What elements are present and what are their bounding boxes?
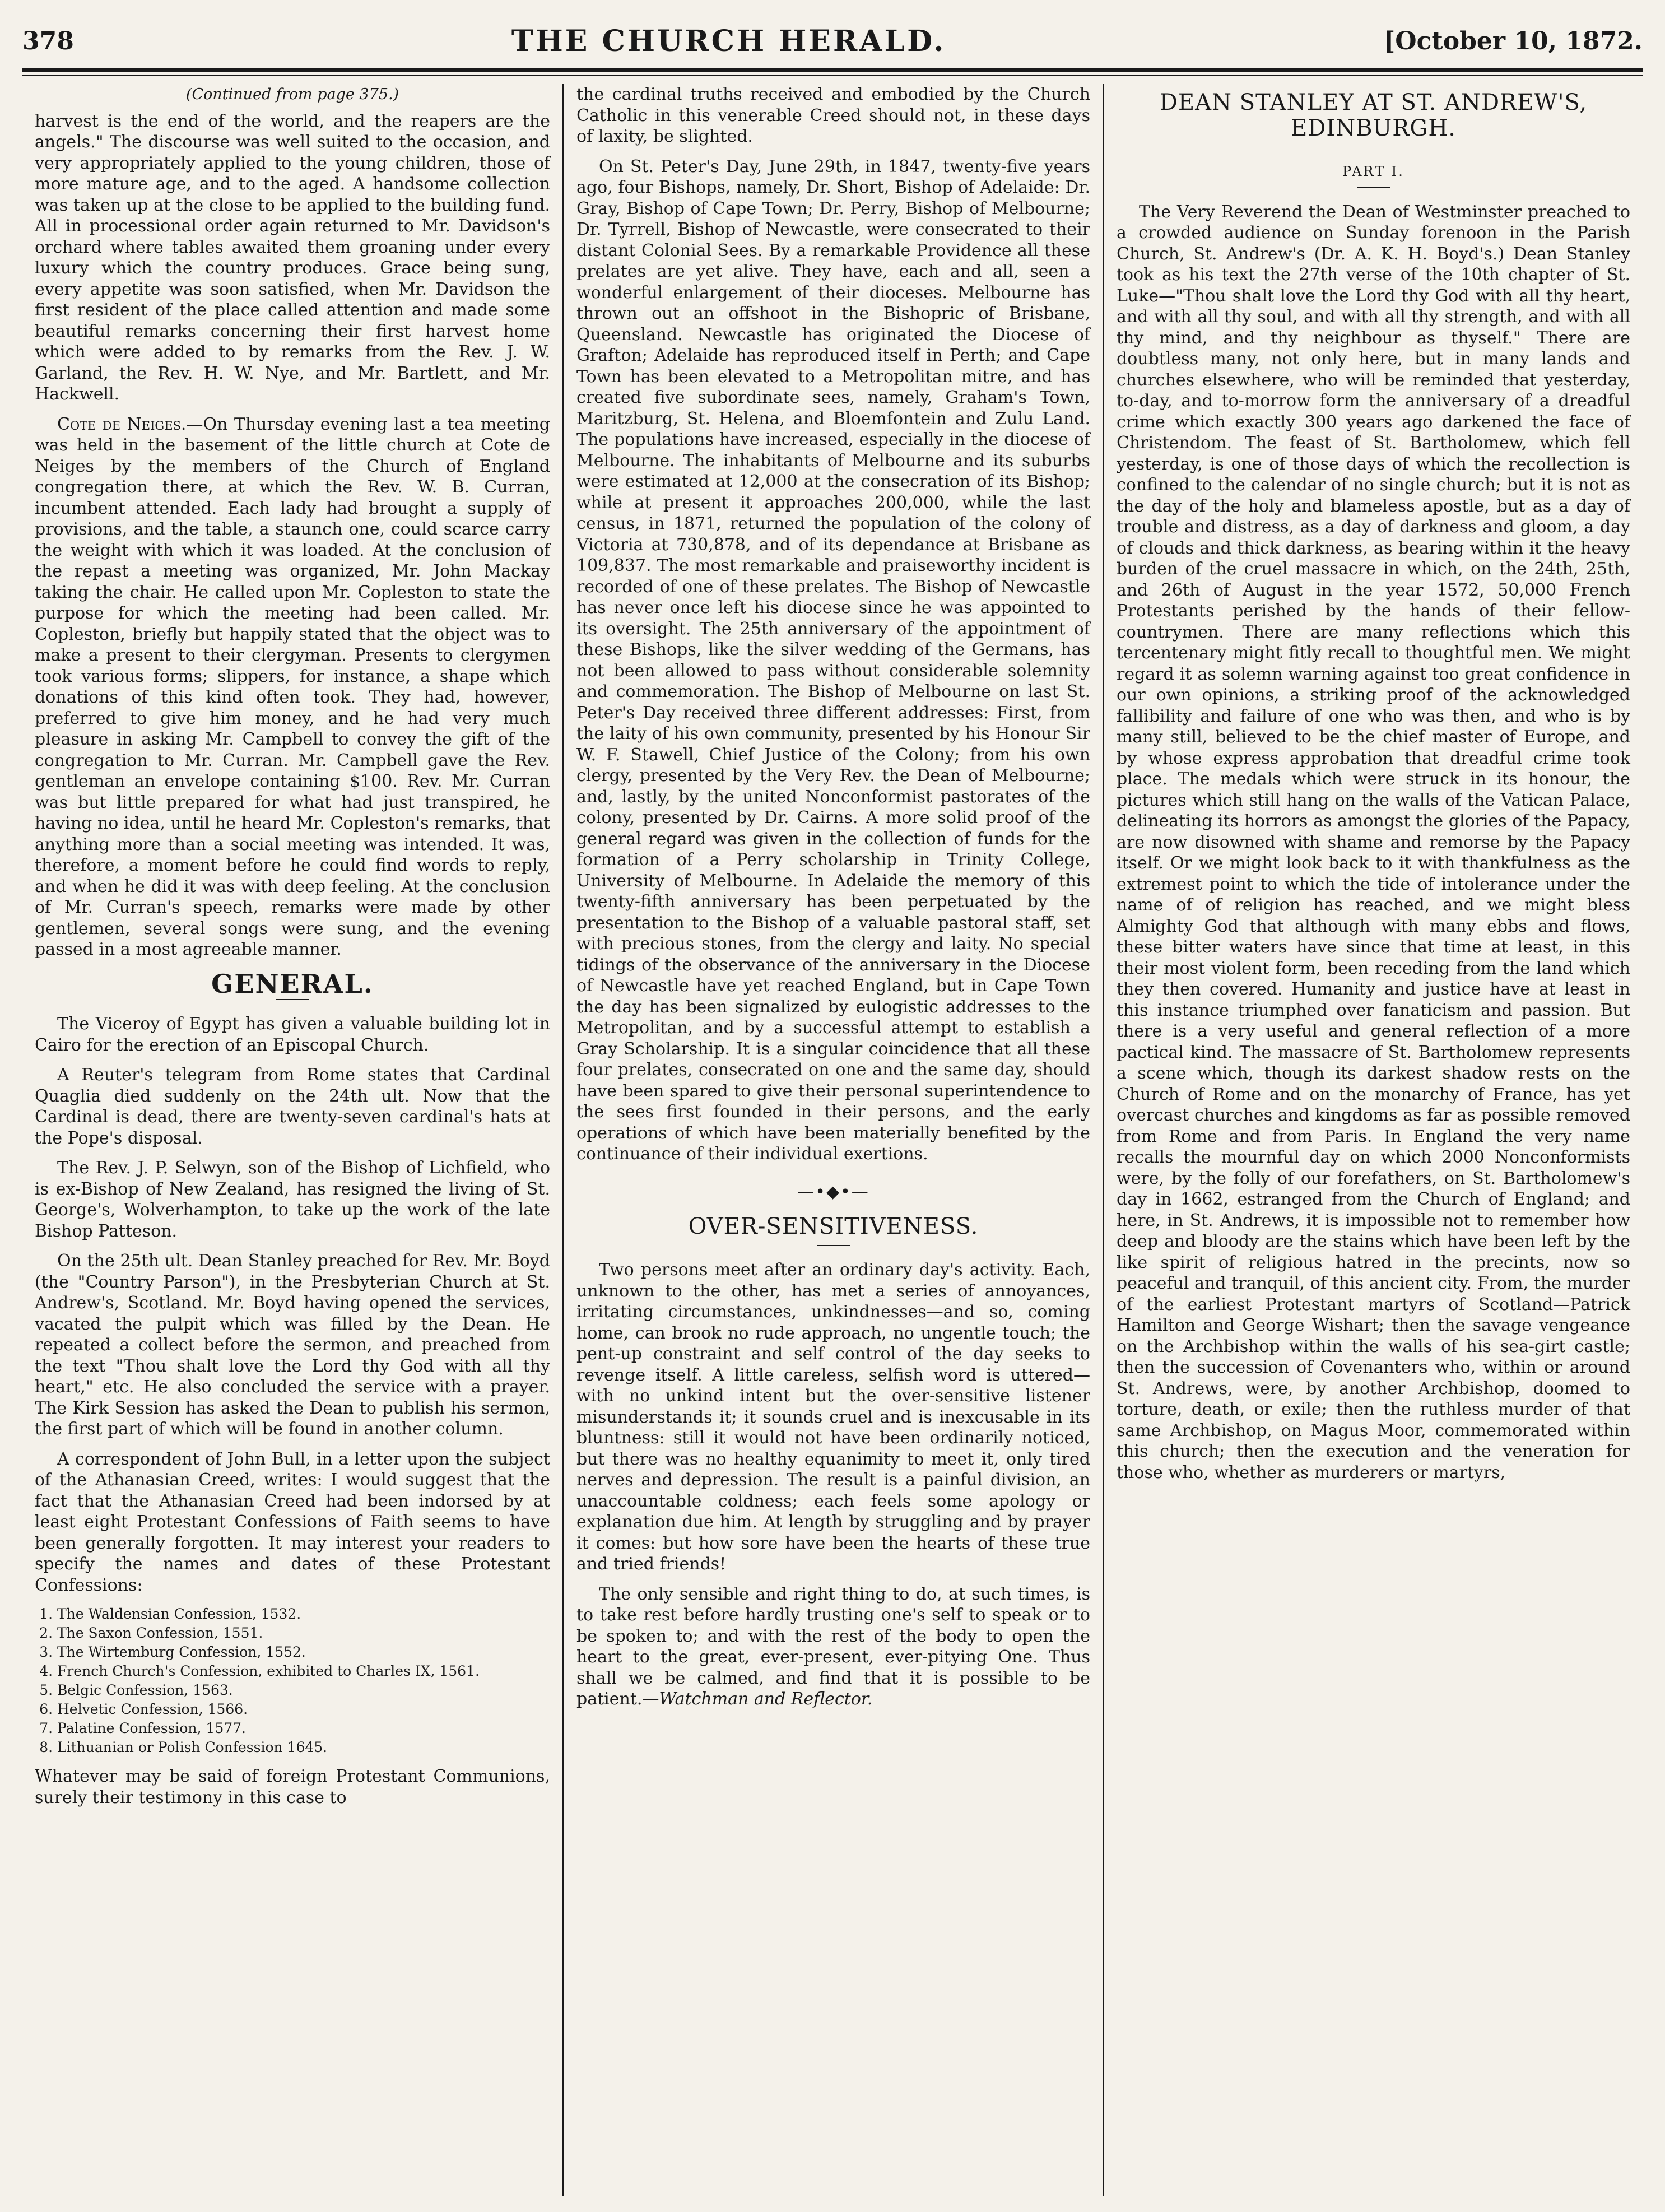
- confession-item: 1. The Waldensian Confession, 1532.: [57, 1605, 550, 1624]
- continued-note: (Continued from page 375.): [185, 86, 399, 103]
- confession-item: 7. Palatine Confession, 1577.: [57, 1719, 550, 1738]
- over-sensitiveness-p2-body: The only sensible and right thing to do, at such times, is to take rest before hardly trusting one's self to speak or to be spoken to; and with the rest of the body to open the heart to the great, ever-present, ever-pitying One. Thus shall we be calmed, and find that it is possible to be patient.: [576, 1584, 1090, 1709]
- general-heading: GENERAL.: [211, 968, 374, 999]
- dean-stanley-body: The Very Reverend the Dean of Westminster preached to a crowded audience on Sunday forenoon in the Parish Church, St. Andrew's (Dr. A. K. H. Boyd's.) Dean Stanley took as his text the 27th verse of the 10th chapter of St. Luke—"Thou shalt love the Lord thy God with all thy heart, and with all thy soul, and with all thy strength, and with all thy mind, and thy neighbour as thyself." There are doubtless many, not only here, but in many lands and churches elsewhere, who will be reminded that yesterday, to-day, and to-morrow form the anniversary of a dreadful crime which exactly 300 years ago darkened the face of Christendom. The feast of St. Bartholomew, which fell yesterday, is one of those days of which the recollection is confined to the calendar of no single church; but it is not as the day of the holy and blameless apostle, but as a day of trouble and distress, as a day of darkness and gloom, a day of clouds and thick darkness, as bearing within it the heavy burden of the cruel massacre in which, on the 24th, 25th, and 26th of August in the year 1572, 50,000 French Protestants perished by the hands of their fellow-countrymen. There are many reflections which this tercentenary might fitly recall to thoughtful men. We might regard it as solemn warning against too great confidence in our own opinions, a striking proof of the acknowledged fallibility and failure of one who was then, and who is by many still, believed to be the chief master of Europe, and by whose express approbation that dreadful crime took place. The medals which were struck in its honour, the pictures which still hang on the walls of the Vatican Palace, delineating its horrors as amongst the glories of the Papacy, are now disowned with shame and remorse by the Papacy itself. Or we might look back to it with thankfulness as the extremest point to which the tide of intolerance under the name of of religion has reached, and we might bless Almighty God that although with many ebbs and flows, these bitter waters have since that time at least, in this their most violent form, been receding from the land which they then covered. Humanity and justice have at least in this instance triumphed over fanaticism and passion. But there is a very useful and general reflection of a more pactical kind. The massacre of St. Bartholomew represents a scene which, though its darkest shadow rests on the Church of Rome and on the monarchy of France, has yet overcast churches and kingdoms as far as possible removed from Rome and from Paris. In England the very name recalls the mournful day on which 2000 Nonconformists were, by the folly of our forefathers, on St. Bartholomew's day in 1662, estranged from the Church of England; and here, in St. Andrews, it is impossible not to remember how deep and bloody are the stains which have been left by the like spirit of religious hatred in the precints, now so peaceful and tranquil, of this ancient city. From, the murder of the earliest Protestant martyrs of Scotland—Patrick Hamilton and George Wishart; then the savage vengeance on the Archbishop within the walls of his sea-girt castle; then the succession of Covenanters who, within or around St. Andrews, were, by another Archbishop, doomed to torture, death, or exile; then the ruthless murder of that same Archbishop, on Magus Moor, commemorated within this church; then the execution and the veneration for those who, whether as murderers or martyrs,: [1117, 202, 1630, 1483]
- column-2: [562, 84, 1103, 2196]
- over-sensitiveness-p1: Two persons meet after an ordinary day's activity. Each, unknown to the other, has met a series of annoyances, irritating circumstances, unkindnesses—and so, coming home, can brook no rude approach, no ungentle touch; the pent-up constraint and self control of the day seeks to revenge itself. A little careless, selfish word is uttered—with no unkind intent but the over-sensitive listener misunderstands it; it sounds cruel and is inexcusable in its bluntness: still it would not have been ordinarily noticed, but there was no healthy equanimity to meet it, only tired nerves and depression. The result is a painful division, an unaccountable coldness; each feels some apology or explanation due him. At length by struggling and by prayer it comes: but how sore have been the hearts of these true and tried friends!: [576, 1260, 1090, 1574]
- page-number: 378: [22, 26, 74, 55]
- ornamental-divider: —•◆•—: [797, 1182, 869, 1202]
- column-1: [22, 84, 562, 2196]
- masthead-title: THE CHURCH HERALD.: [511, 24, 946, 58]
- bishops-paragraph: On St. Peter's Day, June 29th, in 1847, twenty-five years ago, four Bishops, namely, Dr. Short, Bishop of Adelaide: Dr. Gray, Bishop of Cape Town; Dr. Perry, Bishop of Melbourne; Dr. Tyrrell, Bishop of Newcastle, were consecrated to their distant Colonial Sees. By a remarkable Providence all these prelates are yet alive. They have, each and all, seen a wonderful enlargement of their dioceses. Melbourne has thrown out an offshoot in the Bishopric of Brisbane, Queensland. Newcastle has originated the Diocese of Grafton; Adelaide has reproduced itself in Perth; and Cape Town has been elevated to a Metropolitan mitre, and has created five subordinate sees, namely, Graham's Town, Maritzburg, St. Helena, and Bloemfontein and Zulu Land. The populations have increased, especially in the diocese of Melbourne. The inhabitants of Melbourne and its suburbs were estimated at 12,000 at the consecration of its Bishop; while at present it approaches 200,000, while the last census, in 1871, returned the population of the colony of Victoria at 730,878, and of its dependance at Brisbane as 109,837. The most remarkable and praiseworthy incident is recorded of one of these prelates. The Bishop of Newcastle has never once left his diocese since he was appointed to its oversight. The 25th anniversary of the appointment of these Bishops, like the silver wedding of the Germans, has not been allowed to pass without considerable solemnity and commemoration. The Bishop of Melbourne on last St. Peter's Day received three different addresses: First, from the laity of his own community, presented by his Honour Sir W. F. Stawell, Chief Justice of the Colony; from his own clergy, presented by the Very Rev. the Dean of Melbourne; and, lastly, by the united Nonconformist pastorates of the colony, presented by Dr. Cairns. A more solid proof of the general regard was given in the collection of funds for the formation of a Perry scholarship in Trinity College, University of Melbourne. In Adelaide the memory of this twenty-fifth anniversary has been perpetuated by the presentation to the Bishop of a valuable pastoral staff, set with precious stones, from the clergy and laity. No special tidings of the observance of the anniversary in the Diocese of Newcastle have yet reached England, but in Cape Town the day has been signalized by eulogistic addresses to the Metropolitan, and by a successful attempt to establish a Gray Scholarship. It is a singular coincidence that all these four prelates, consecrated on one and the same day, should have been spared to give their personal superintendence to the sees first founded in their persons, and the early operations of which have been materially benefited by the continuance of their individual exertions.: [576, 156, 1090, 1164]
- general-rule: [276, 999, 309, 1000]
- article-columns: [22, 84, 1643, 2196]
- general-item-testimony: Whatever may be said of foreign Protestant Communions, surely their testimony in this case to: [35, 1767, 550, 1807]
- general-item-cardinal: A Reuter's telegram from Rome states that Cardinal Quaglia died suddenly on the 24th ult. Now that the Cardinal is dead, there are twenty-seven cardinal's hats at the Pope's disposal.: [35, 1065, 550, 1148]
- confession-item: 8. Lithuanian or Polish Confession 1645.: [57, 1738, 550, 1757]
- confession-item: 4. French Church's Confession, exhibited to Charles IX, 1561.: [57, 1662, 550, 1681]
- dean-stanley-heading: DEAN STANLEY AT ST. ANDREW'S, EDINBURGH.: [1159, 90, 1588, 141]
- part-rule: [1357, 187, 1390, 188]
- issue-date: [October 10, 1872.: [1383, 26, 1643, 55]
- over-sensitiveness-p2: [576, 1584, 1090, 1710]
- over-sensitiveness-heading: OVER-SENSITIVENESS.: [688, 1214, 979, 1239]
- header-rule-thin: [22, 75, 1643, 76]
- column-3: [1103, 84, 1643, 2196]
- confession-item: 5. Belgic Confession, 1563.: [57, 1681, 550, 1700]
- page-header: [22, 16, 1643, 66]
- header-rule-thick: [22, 68, 1643, 72]
- cote-de-neiges-lead: Cote de Neiges.: [57, 414, 187, 434]
- harvest-paragraph: harvest is the end of the world, and the reapers are the angels." The discourse was well suited to the occasion, and very appropriately applied to the young children, those of more mature age, and to the aged. A handsome collection was taken up at the close to be applied to the building fund. All in processional order again returned to Mr. Davidson's orchard where tables awaited them groaning under every luxury which the country produces. Grace being sung, every appetite was soon satisfied, when Mr. Davidson the first resident of the place called attention and made some beautiful remarks concerning their first harvest home which were added to by remarks from the Rev. J. W. Garland, the Rev. H. W. Nye, and Mr. Bartlett, and Mr. Hackwell.: [35, 111, 550, 404]
- confessions-list: [35, 1605, 550, 1757]
- cote-de-neiges-paragraph: [35, 414, 550, 960]
- confession-item: 3. The Wirtemburg Confession, 1552.: [57, 1643, 550, 1662]
- general-item-athanasian: A correspondent of John Bull, in a letter upon the subject of the Athanasian Creed, writes: I would suggest that the fact that the Athanasian Creed had been indorsed by at least eight Protestant Confessions of Faith seems to have been generally forgotten. It may interest your readers to specify the names and dates of these Protestant Confessions:: [35, 1449, 550, 1595]
- creed-continuation: the cardinal truths received and embodied by the Church Catholic in this venerable Creed should not, in these days of laxity, be slighted.: [576, 85, 1090, 146]
- cote-de-neiges-body: —On Thursday evening last a tea meeting was held in the basement of the little church at Cote de Neiges by the members of the Church of England congregation there, at which the Rev. W. B. Curran, incumbent attended. Each lady had brought a supply of provisions, and the table, a staunch one, could scarce carry the weight with which it was loaded. At the conclusion of the repast a meeting was organized, Mr. John Mackay taking the chair. He called upon Mr. Copleston to state the purpose for which the meeting had been called. Mr. Copleston, briefly but happily stated that the object was to make a present to their clergyman. Presents to clergymen took various forms; slippers, for instance, a shape which donations of this kind often took. They had, however, preferred to give him money, and he had very much pleasure in asking Mr. Campbell to convey the gift of the congregation to Mr. Curran. Mr. Campbell gave the Rev. gentleman an envelope containing $100. Rev. Mr. Curran was but little prepared for what had just transpired, he having no idea, until he heard Mr. Copleston's remarks, that anything more than a social meeting was intended. It was, therefore, a moment before he could find words to reply, and when he did it was with deep feeling. At the conclusion of Mr. Curran's speech, remarks were made by other gentlemen, several songs were sung, and the evening passed in a most agreeable manner.: [35, 414, 550, 959]
- general-item-egypt: The Viceroy of Egypt has given a valuable building lot in Cairo for the erection of an Episcopal Church.: [35, 1014, 550, 1055]
- confession-item: 2. The Saxon Confession, 1551.: [57, 1624, 550, 1643]
- general-item-stanley: On the 25th ult. Dean Stanley preached for Rev. Mr. Boyd (the "Country Parson"), in the Presbyterian Church at St. Andrew's, Scotland. Mr. Boyd having opened the services, vacated the pulpit which was filled by the Dean. He repeated a collect before the sermon, and preached from the text "Thou shalt love the Lord thy God with all thy heart," etc. He also concluded the service with a prayer. The Kirk Session has asked the Dean to publish his sermon, the first part of which will be found in another column.: [35, 1251, 550, 1439]
- over-sensitiveness-rule: [817, 1245, 850, 1246]
- confession-item: 6. Helvetic Confession, 1566.: [57, 1700, 550, 1719]
- source-attribution: —Watchman and Reflector.: [642, 1689, 873, 1709]
- part-label: PART I.: [1342, 164, 1404, 179]
- general-item-selwyn: The Rev. J. P. Selwyn, son of the Bishop of Lichfield, who is ex-Bishop of New Zealand, has resigned the living of St. George's, Wolverhampton, to take up the work of the late Bishop Patteson.: [35, 1158, 550, 1241]
